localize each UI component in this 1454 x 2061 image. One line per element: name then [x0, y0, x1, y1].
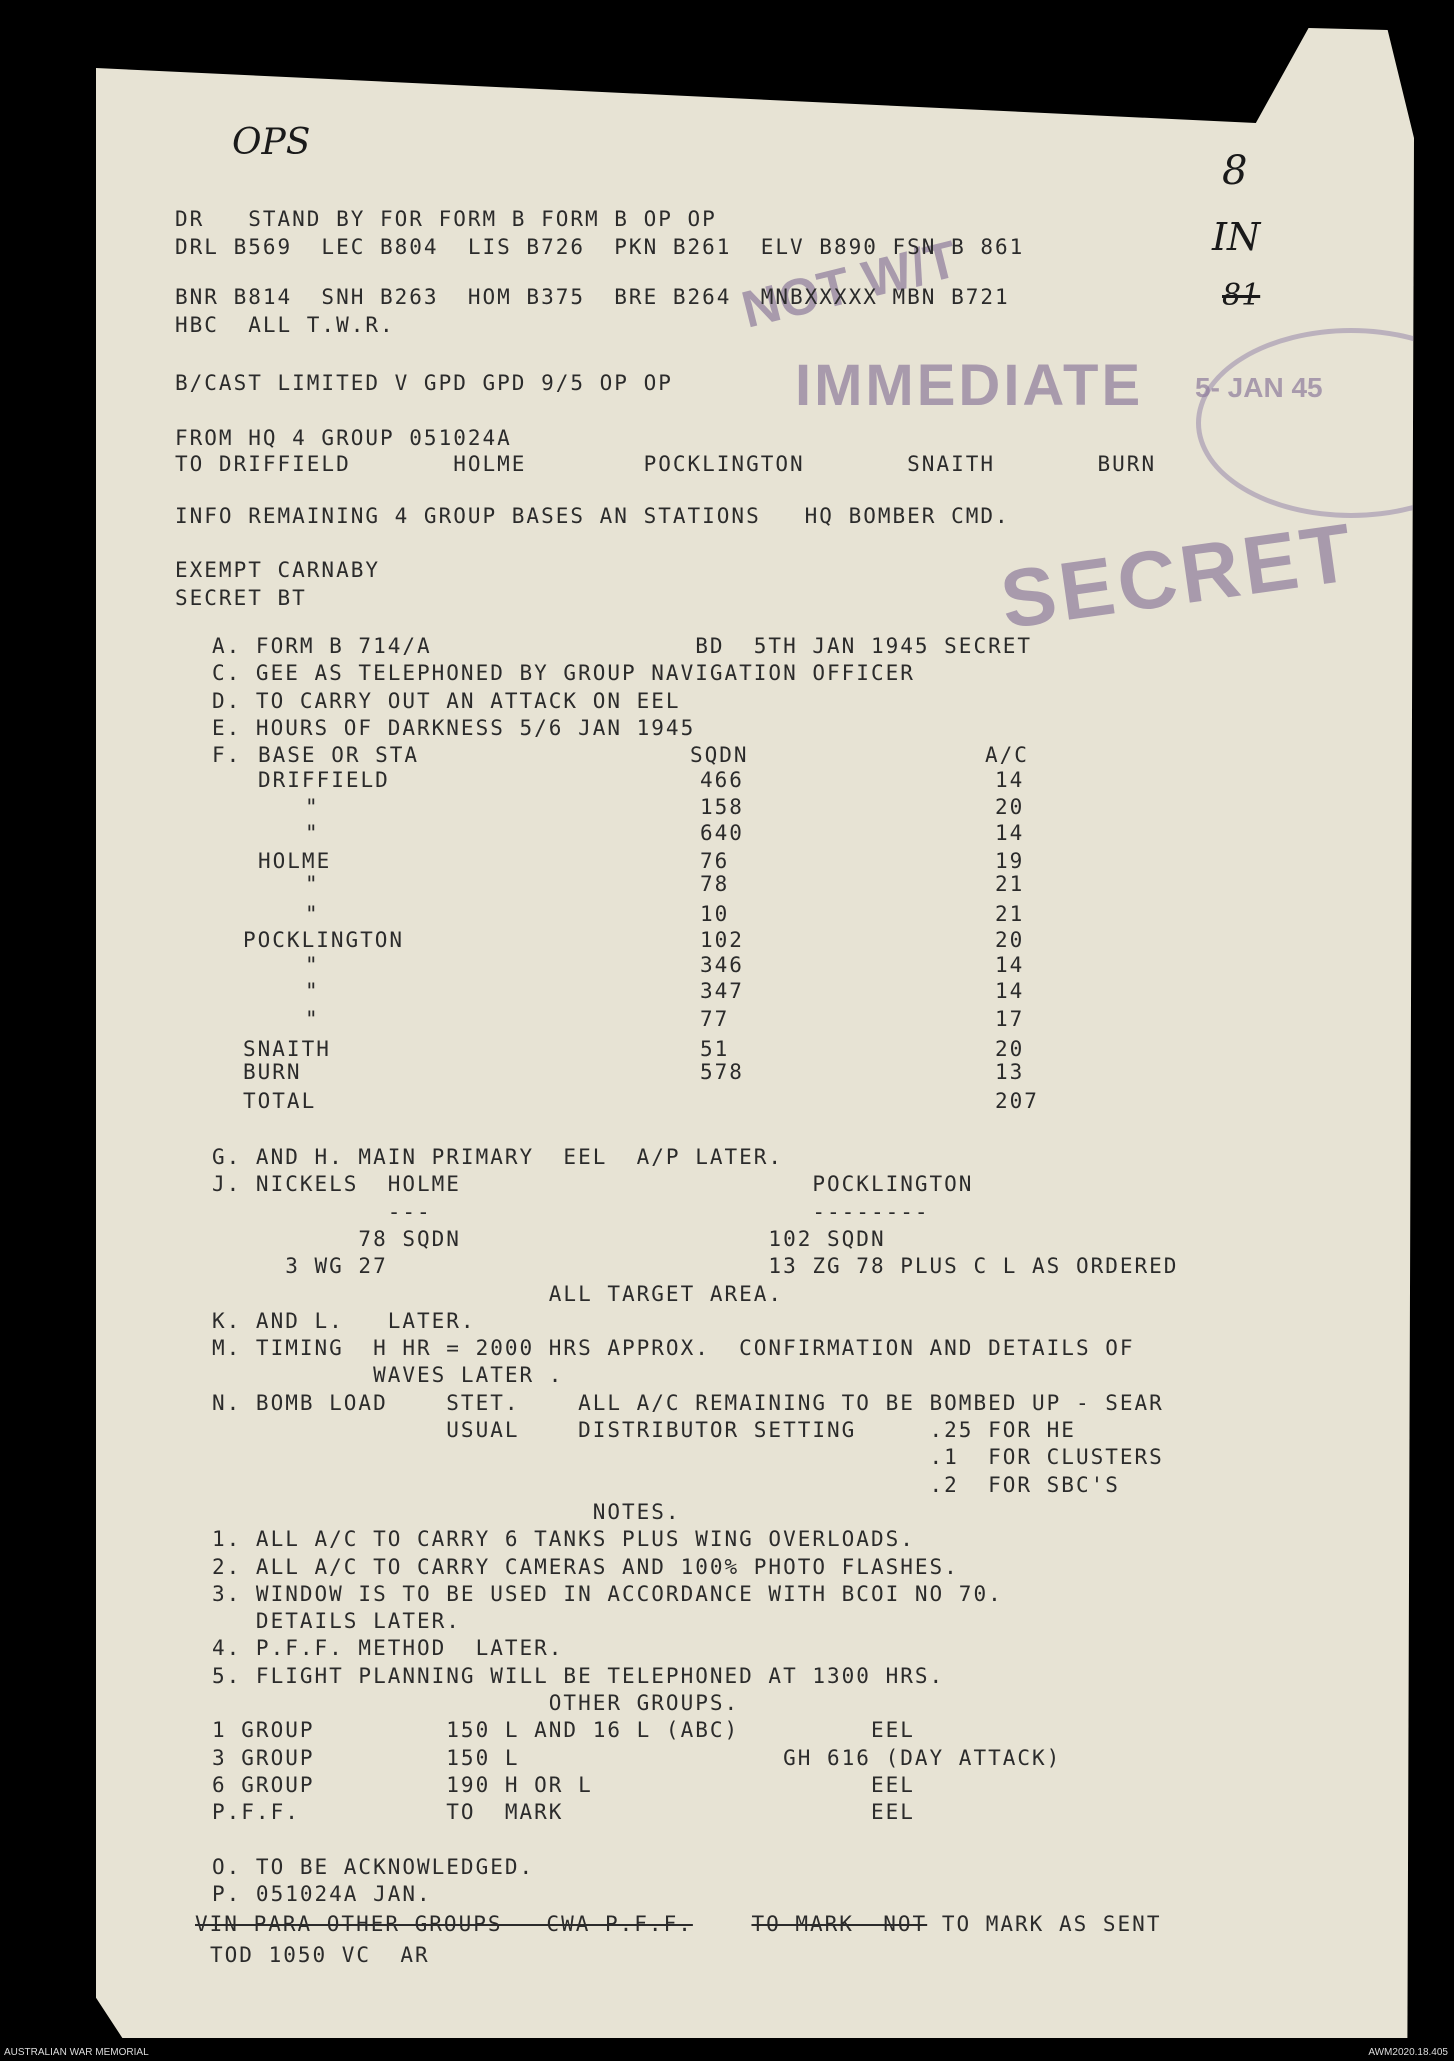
table-cell-ac: 20 [995, 928, 1025, 952]
table-cell-station: HOLME [258, 849, 332, 873]
body-line: 1. ALL A/C TO CARRY 6 TANKS PLUS WING OVERLOADS. [212, 1527, 915, 1551]
header-line: INFO REMAINING 4 GROUP BASES AN STATIONS HQ BOMBER CMD. [175, 504, 1010, 528]
table-cell-sqdn: 102 [700, 928, 744, 952]
table-cell-station: " [305, 872, 320, 896]
trailer-line [195, 1912, 1161, 1936]
table-cell-station: " [305, 953, 320, 977]
header-line: EXEMPT CARNABY [175, 558, 381, 582]
body-line: 3 WG 27 13 ZG 78 PLUS C L AS ORDERED [212, 1254, 1179, 1278]
header-line: DRL B569 LEC B804 LIS B726 PKN B261 ELV B890 FSN B 861 [175, 235, 1025, 259]
body-line: .2 FOR SBC'S [212, 1473, 1120, 1497]
in-handwritten-mark: IN [1212, 215, 1261, 259]
table-cell-sqdn: 466 [700, 768, 744, 792]
body-line: M. TIMING H HR = 2000 HRS APPROX. CONFIRMATION AND DETAILS OF [212, 1336, 1135, 1360]
table-cell-sqdn: 578 [700, 1060, 744, 1084]
table-cell-ac: 13 [995, 1060, 1025, 1084]
ops-handwritten-note: OPS [232, 122, 311, 163]
table-cell-sqdn: 347 [700, 979, 744, 1003]
body-line: WAVES LATER . [212, 1363, 564, 1387]
header-line: TO DRIFFIELD HOLME POCKLINGTON SNAITH BURN [175, 452, 1157, 476]
table-cell-sqdn: 51 [700, 1037, 730, 1061]
table-cell-station: " [305, 979, 320, 1003]
table-header: A/C [985, 743, 1029, 767]
tod-line: TOD 1050 VC AR [210, 1943, 430, 1967]
body-line: 4. P.F.F. METHOD LATER. [212, 1636, 564, 1660]
body-line: USUAL DISTRIBUTOR SETTING .25 FOR HE [212, 1418, 1076, 1442]
body-line: --- -------- [212, 1200, 930, 1224]
header-line: DR STAND BY FOR FORM B FORM B OP OP [175, 207, 717, 231]
table-cell-ac: 21 [995, 902, 1025, 926]
page-number-handwritten: 8 [1222, 148, 1248, 194]
header-line: HBC ALL T.W.R. [175, 313, 395, 337]
table-cell-sqdn: 76 [700, 849, 730, 873]
table-label: F. [212, 743, 242, 767]
table-header: BASE OR STA [258, 743, 420, 767]
order-line: D. TO CARRY OUT AN ATTACK ON EEL [212, 689, 681, 713]
table-cell-ac: 20 [995, 795, 1025, 819]
immediate-stamp: IMMEDIATE [795, 353, 1144, 418]
footer-right: AWM2020.18.405 [1368, 2047, 1448, 2058]
to-mark-struck: TO MARK NOT [751, 1912, 928, 1936]
table-cell-sqdn: 78 [700, 872, 730, 896]
header-line: BNR B814 SNH B263 HOM B375 BRE B264 MNBXXXXX MBN B721 [175, 285, 1010, 309]
table-cell-station: BURN [243, 1060, 302, 1084]
table-cell-station: TOTAL [243, 1089, 317, 1113]
not-wt-stamp: NOT W/T [736, 230, 964, 340]
body-line: 6 GROUP 190 H OR L EEL [212, 1773, 915, 1797]
body-line: J. NICKELS HOLME POCKLINGTON [212, 1172, 974, 1196]
body-line: G. AND H. MAIN PRIMARY EEL A/P LATER. [212, 1145, 784, 1169]
body-line: DETAILS LATER. [212, 1609, 461, 1633]
table-cell-ac: 207 [995, 1089, 1039, 1113]
table-cell-station: POCKLINGTON [243, 928, 405, 952]
table-cell-ac: 21 [995, 872, 1025, 896]
body-line: 2. ALL A/C TO CARRY CAMERAS AND 100% PHOTO FLASHES. [212, 1555, 959, 1579]
body-line: 3 GROUP 150 L GH 616 (DAY ATTACK) [212, 1746, 1062, 1770]
table-cell-sqdn: 640 [700, 821, 744, 845]
table-cell-station: DRIFFIELD [258, 768, 390, 792]
header-line: B/CAST LIMITED V GPD GPD 9/5 OP OP [175, 371, 673, 395]
table-cell-station: " [305, 1007, 320, 1031]
body-line: .1 FOR CLUSTERS [212, 1445, 1164, 1469]
table-cell-sqdn: 158 [700, 795, 744, 819]
table-cell-sqdn: 10 [700, 902, 730, 926]
body-line: 78 SQDN 102 SQDN [212, 1227, 886, 1251]
vin-line: VIN PARA OTHER GROUPS CWA P.F.F. [195, 1912, 693, 1936]
table-header: SQDN [690, 743, 749, 767]
body-line: 5. FLIGHT PLANNING WILL BE TELEPHONED AT 1300 HRS. [212, 1664, 945, 1688]
body-line: 3. WINDOW IS TO BE USED IN ACCORDANCE WITH BCOI NO 70. [212, 1582, 1003, 1606]
body-line: ALL TARGET AREA. [212, 1282, 784, 1306]
header-line: SECRET BT [175, 586, 307, 610]
body-line: O. TO BE ACKNOWLEDGED. [212, 1855, 535, 1879]
table-cell-ac: 14 [995, 768, 1025, 792]
table-cell-ac: 14 [995, 821, 1025, 845]
footer-left: AUSTRALIAN WAR MEMORIAL [4, 2047, 149, 2058]
body-line: K. AND L. LATER. [212, 1309, 476, 1333]
table-cell-station: SNAITH [243, 1037, 331, 1061]
table-cell-ac: 14 [995, 979, 1025, 1003]
order-line: A. FORM B 714/A BD 5TH JAN 1945 SECRET [212, 634, 1033, 658]
table-cell-sqdn: 346 [700, 953, 744, 977]
header-line: FROM HQ 4 GROUP 051024A [175, 426, 512, 450]
body-line: N. BOMB LOAD STET. ALL A/C REMAINING TO BE BOMBED UP - SEAR [212, 1391, 1164, 1415]
table-cell-ac: 19 [995, 849, 1025, 873]
table-cell-station: " [305, 795, 320, 819]
table-cell-station: " [305, 902, 320, 926]
order-line: C. GEE AS TELEPHONED BY GROUP NAVIGATION OFFICER [212, 661, 915, 685]
date-stamp: 5- JAN 45 [1195, 372, 1323, 403]
order-line: E. HOURS OF DARKNESS 5/6 JAN 1945 [212, 716, 696, 740]
body-line: P. 051024A JAN. [212, 1882, 432, 1906]
body-line: NOTES. [212, 1500, 681, 1524]
table-cell-ac: 14 [995, 953, 1025, 977]
date-stamp-circle [1196, 328, 1454, 518]
table-cell-sqdn: 77 [700, 1007, 730, 1031]
table-cell-ac: 20 [995, 1037, 1025, 1061]
body-line: OTHER GROUPS. [212, 1691, 740, 1715]
table-cell-station: " [305, 821, 320, 845]
body-line: P.F.F. TO MARK EEL [212, 1800, 915, 1824]
to-mark-as-sent: TO MARK AS SENT [927, 1912, 1162, 1936]
secret-stamp: SECRET [995, 506, 1362, 647]
sub-handwritten-mark: 81 [1222, 278, 1261, 313]
body-line: 1 GROUP 150 L AND 16 L (ABC) EEL [212, 1718, 915, 1742]
table-cell-ac: 17 [995, 1007, 1025, 1031]
